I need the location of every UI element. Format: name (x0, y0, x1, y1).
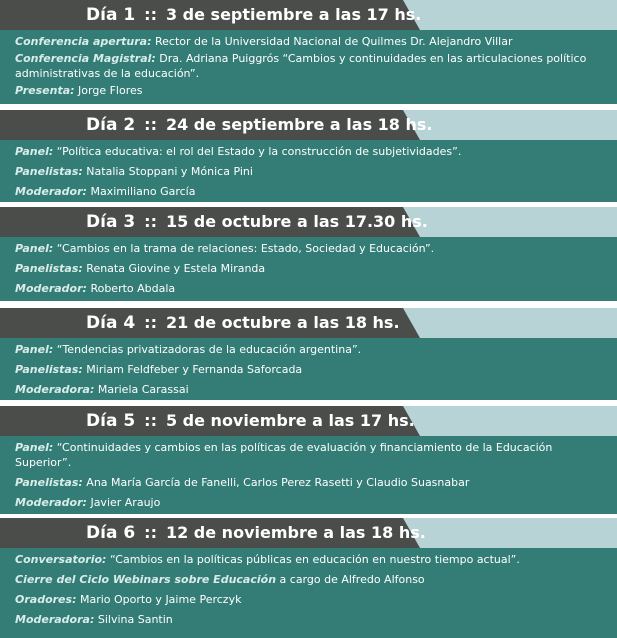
session-day-2 (0, 110, 617, 202)
session-day: Día 6 (86, 523, 136, 543)
detail-label: Panel: (15, 343, 54, 356)
detail-label: Panelistas: (15, 476, 83, 489)
detail-line (15, 362, 605, 377)
detail-line (15, 440, 605, 470)
session-header (0, 207, 617, 237)
session-details (0, 338, 617, 400)
detail-label: Panel: (15, 242, 54, 255)
detail-text: “Cambios en la políticas públicas en educación en nuestro tiempo actual”. (106, 553, 520, 566)
detail-text: Natalia Stoppani y Mónica Pini (82, 165, 253, 178)
detail-text: Rector de la Universidad Nacional de Quilmes Dr. Alejandro Villar (151, 35, 513, 48)
detail-line (15, 612, 605, 627)
detail-label: Conferencia Magistral: (15, 52, 156, 65)
session-details (0, 30, 617, 104)
detail-text: Dra. Adriana Puiggrós “Cambios y continuidades en las articulaciones político administrativas de la educación”. (15, 52, 587, 80)
detail-text: “Cambios en la trama de relaciones: Estado, Sociedad y Educación”. (53, 242, 435, 255)
detail-label: Panelistas: (15, 262, 83, 275)
detail-label: Moderador: (15, 185, 87, 198)
detail-label: Panel: (15, 441, 54, 454)
separator: :: (144, 5, 157, 24)
session-title (86, 110, 433, 140)
detail-label: Moderador: (15, 496, 87, 509)
session-day: Día 3 (86, 212, 136, 232)
session-title (86, 518, 426, 548)
detail-line (15, 281, 605, 296)
session-title (86, 406, 415, 436)
session-header (0, 110, 617, 140)
session-date: 12 de noviembre a las 18 hs. (165, 523, 426, 542)
session-day-3 (0, 207, 617, 301)
detail-line (15, 83, 605, 98)
session-day: Día 1 (86, 5, 136, 25)
detail-line (15, 552, 605, 567)
session-date: 5 de noviembre a las 17 hs. (165, 411, 415, 430)
separator: :: (144, 523, 157, 542)
detail-label: Presenta: (15, 84, 75, 97)
session-header (0, 308, 617, 338)
session-day-1 (0, 0, 617, 104)
detail-label: Cierre del Ciclo Webinars sobre Educación (15, 573, 277, 586)
detail-line (15, 592, 605, 607)
session-title (86, 207, 428, 237)
session-details (0, 140, 617, 202)
session-header (0, 406, 617, 436)
detail-text: Renata Giovine y Estela Miranda (82, 262, 266, 275)
session-details (0, 237, 617, 301)
detail-text: Mario Oporto y Jaime Perczyk (76, 593, 242, 606)
detail-line (15, 475, 605, 490)
session-header (0, 0, 617, 30)
session-day-5 (0, 406, 617, 514)
detail-text: Silvina Santin (94, 613, 173, 626)
detail-text: “Política educativa: el rol del Estado y la construcción de subjetividades”. (53, 145, 462, 158)
detail-line (15, 495, 605, 510)
detail-label: Moderadora: (15, 613, 95, 626)
session-details (0, 436, 617, 514)
detail-line (15, 184, 605, 199)
detail-line (15, 342, 605, 357)
session-details (0, 548, 617, 638)
detail-text: Javier Araujo (86, 496, 161, 509)
detail-label: Conferencia apertura: (15, 35, 152, 48)
detail-line (15, 261, 605, 276)
detail-label: Moderadora: (15, 383, 95, 396)
session-day-4 (0, 308, 617, 400)
session-day: Día 5 (86, 411, 136, 431)
detail-text: “Continuidades y cambios en las políticas de evaluación y financiamiento de la Educación Superior”. (15, 441, 553, 469)
detail-text: Roberto Abdala (86, 282, 176, 295)
separator: :: (144, 411, 157, 430)
detail-text: Jorge Flores (74, 84, 143, 97)
detail-text: “Tendencias privatizadoras de la educación argentina”. (53, 343, 362, 356)
session-date: 3 de septiembre a las 17 hs. (165, 5, 422, 24)
detail-text: Ana María García de Fanelli, Carlos Perez Rasetti y Claudio Suasnabar (82, 476, 470, 489)
session-day: Día 4 (86, 313, 136, 333)
session-header (0, 518, 617, 548)
detail-line (15, 51, 605, 81)
detail-text: Mariela Carassai (94, 383, 189, 396)
detail-line (15, 241, 605, 256)
session-day: Día 2 (86, 115, 136, 135)
detail-text: Miriam Feldfeber y Fernanda Saforcada (82, 363, 303, 376)
session-date: 24 de septiembre a las 18 hs. (165, 115, 433, 134)
detail-label: Moderador: (15, 282, 87, 295)
detail-label: Conversatorio: (15, 553, 107, 566)
detail-text: Maximiliano García (86, 185, 196, 198)
separator: :: (144, 115, 157, 134)
separator: :: (144, 212, 157, 231)
session-date: 15 de octubre a las 17.30 hs. (165, 212, 428, 231)
detail-line (15, 34, 605, 49)
detail-line (15, 572, 605, 587)
detail-text: a cargo de Alfredo Alfonso (276, 573, 425, 586)
detail-line (15, 382, 605, 397)
session-day-6 (0, 518, 617, 638)
session-title (86, 308, 400, 338)
detail-line (15, 164, 605, 179)
detail-line (15, 144, 605, 159)
session-title (86, 0, 421, 30)
detail-label: Panelistas: (15, 165, 83, 178)
session-date: 21 de octubre a las 18 hs. (165, 313, 400, 332)
detail-label: Panel: (15, 145, 54, 158)
detail-label: Panelistas: (15, 363, 83, 376)
separator: :: (144, 313, 157, 332)
detail-label: Oradores: (15, 593, 77, 606)
